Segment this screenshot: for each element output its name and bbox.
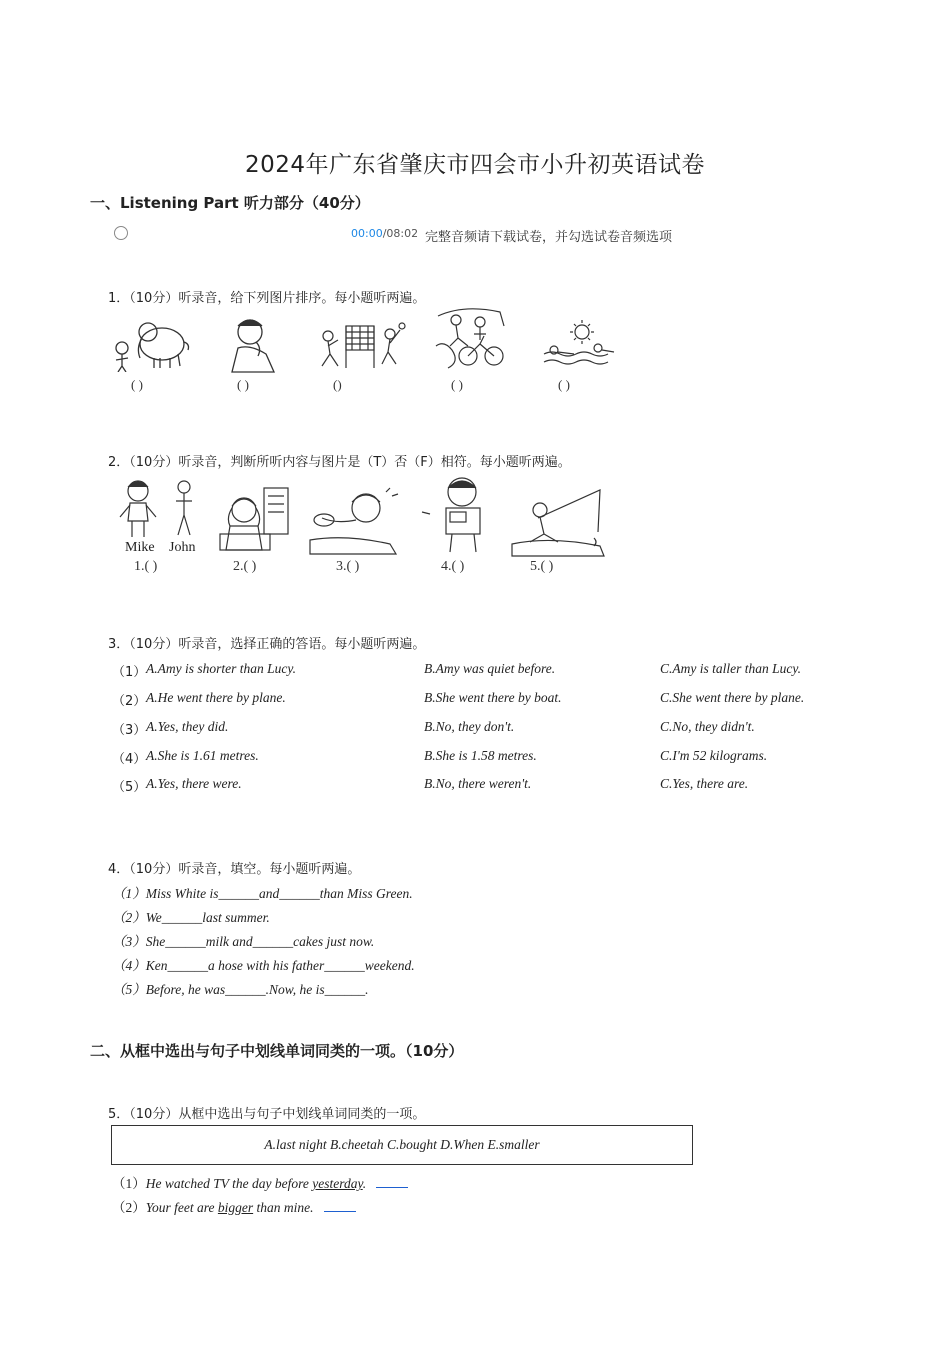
q5-s1-underlined: yesterday [312,1176,363,1191]
section2-heading: 二、从框中选出与句子中划线单词同类的一项。（10分） [90,1042,464,1060]
q2-name-john: John [169,540,196,555]
q3-option-b: B.She went there by boat. [424,690,562,705]
q3-option-c: C.Amy is taller than Lucy. [660,661,801,676]
boy-camera-picture [418,474,494,554]
fishing-picture [510,488,606,558]
audio-note: 完整音频请下载试卷，并勾选试卷音频选项 [425,230,673,245]
cycling-picture [434,306,508,370]
q3-prompt: 3．（10分）听录音，选择正确的答语。每小题听两遍。 [108,637,426,652]
q3-row-num: （2） [112,694,147,709]
q3-option-a: A.She is 1.61 metres. [146,748,259,763]
q3-row-num: （4） [112,752,147,767]
q5-s1-num: （1） [112,1176,146,1191]
q3-option-a: A.Yes, there were. [146,776,242,791]
q4-line-5: （5）Before, he was______.Now, he is______. [112,982,369,997]
q5-s1-pre: He watched TV the day before [145,1176,313,1191]
elephant-picture [110,314,194,372]
swimming-picture [540,318,616,370]
section1-heading: 一、Listening Part 听力部分（40分） [90,194,370,212]
audio-time [351,227,418,240]
q3-option-b: B.No, there weren't. [424,776,532,791]
q3-option-a: A.Amy is shorter than Lucy. [146,661,296,676]
q5-s2-answer-blank[interactable] [324,1201,356,1212]
q3-option-b: B.Amy was quiet before. [424,661,556,676]
q5-s2-pre: Your feet are [145,1200,218,1215]
q3-option-a: A.He went there by plane. [146,690,286,705]
q1-prompt: 1．（10分）听录音，给下列图片排序。每小题听两遍。 [108,291,426,306]
q4-line-1: （1）Miss White is______and______than Miss Green. [112,886,413,901]
q3-option-b: B.She is 1.58 metres. [424,748,537,763]
q5-s2-underlined: bigger [217,1200,254,1215]
boy-thinking-picture [228,314,284,374]
q3-option-c: C.Yes, there are. [660,776,749,791]
q2-label-2: 2.( ) [233,559,257,574]
q2-label-3: 3.( ) [336,559,360,574]
q5-s1-post: . [362,1176,367,1191]
q5-sentence-1 [112,1172,408,1192]
q5-s2-post: than mine. [253,1200,314,1215]
q5-word-box [111,1125,693,1165]
q4-line-4: （4）Ken______a hose with his father______weekend. [112,958,415,973]
q4-prompt: 4．（10分）听录音，填空。每小题听两遍。 [108,862,361,877]
q1-bracket-3: () [333,377,342,392]
q2-label-5: 5.( ) [530,559,554,574]
q3-option-c: C.I'm 52 kilograms. [660,748,768,763]
q5-sentence-2 [112,1196,356,1216]
q1-bracket-1: ( ) [131,377,143,392]
q3-option-c: C.She went there by plane. [660,690,805,705]
audio-select-radio[interactable] [114,226,128,240]
q1-bracket-5: ( ) [558,377,570,392]
mike-john-picture [112,477,204,539]
q3-row-num: （5） [112,780,147,795]
q3-row-num: （3） [112,723,147,738]
audio-total-time: /08:02 [382,227,419,240]
boy-cleaning-picture [306,484,402,556]
girl-reading-picture [216,486,292,558]
q2-prompt: 2．（10分）听录音，判断所听内容与图片是（T）否（F）相符。每小题听两遍。 [108,455,571,470]
q1-bracket-2: ( ) [237,377,249,392]
q4-line-3: （3）She______milk and______cakes just now. [112,934,375,949]
q3-option-b: B.No, they don't. [424,719,515,734]
page-title: 2024年广东省肇庆市四会市小升初英语试卷 [244,152,706,178]
q3-row-num: （1） [112,665,147,680]
q2-label-4: 4.( ) [441,559,465,574]
q5-word-box-text: A.last night B.cheetah C.bought D.When E.smaller [264,1137,540,1152]
q2-name-mike: Mike [125,540,155,555]
q5-prompt: 5．（10分）从框中选出与句子中划线单词同类的一项。 [108,1107,426,1122]
q5-s2-num: （2） [112,1200,146,1215]
q3-option-a: A.Yes, they did. [146,719,229,734]
audio-current-time: 00:00 [351,227,383,240]
q1-bracket-4: ( ) [451,377,463,392]
q3-option-c: C.No, they didn't. [660,719,755,734]
q4-line-2: （2）We______last summer. [112,910,270,925]
q5-s1-answer-blank[interactable] [376,1177,408,1188]
badminton-picture [316,318,406,370]
q2-label-1: 1.( ) [134,559,158,574]
